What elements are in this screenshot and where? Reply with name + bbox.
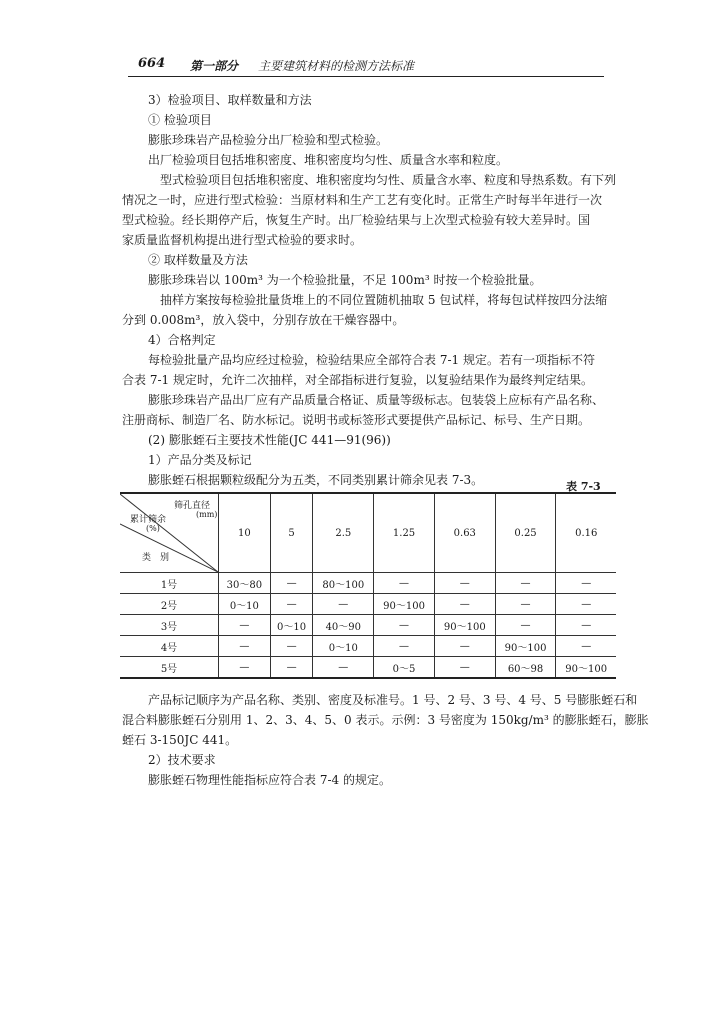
part-label: 第一部分 xyxy=(190,59,239,73)
corner-residue-unit: (%) xyxy=(146,524,160,533)
row-label: 5号 xyxy=(120,657,219,679)
table-cell: 0～10 xyxy=(270,615,313,636)
column-header: 0.25 xyxy=(495,493,556,573)
paragraph-line: 型式检验。经长期停产后，恢复生产时。出厂检验结果与上次型式检验有较大差异时。国 xyxy=(122,213,591,227)
paragraph-line: 每检验批量产品均应经过检验，检验结果应全部符合表 7-1 规定。若有一项指标不符 xyxy=(148,353,595,367)
page-number: 664 xyxy=(138,56,166,71)
table-cell: — xyxy=(270,636,313,657)
paragraph-line: 分到 0.008m³，放入袋中，分别存放在干燥容器中。 xyxy=(122,313,405,327)
subheading: ② 取样数量及方法 xyxy=(148,253,248,267)
paragraph-line: 出厂检验项目包括堆积密度、堆积密度均匀性、质量含水率和粒度。 xyxy=(148,153,509,167)
table-caption: 表 7-3 xyxy=(566,480,601,493)
table-cell: 0～5 xyxy=(374,657,435,679)
grading-table-wrapper xyxy=(120,492,616,676)
table-cell: — xyxy=(556,594,616,615)
table-cell: — xyxy=(270,573,313,594)
paragraph-line: 膨胀珍珠岩产品出厂应有产品质量合格证、质量等级标志。包装袋上应标有产品名称、 xyxy=(148,393,605,407)
table-cell: — xyxy=(313,657,374,679)
table-cell: — xyxy=(270,657,313,679)
paragraph-line: 情况之一时，应进行型式检验：当原材料和生产工艺有变化时。正常生产时每半年进行一次 xyxy=(122,193,603,207)
paragraph-line: 型式检验项目包括堆积密度、堆积密度均匀性、质量含水率、粒度和导热系数。有下列 xyxy=(160,173,617,187)
table-cell: 90～100 xyxy=(374,594,435,615)
row-label: 3号 xyxy=(120,615,219,636)
paragraph-line: 抽样方案按每检验批量货堆上的不同位置随机抽取 5 包试样，将每包试样按四分法缩 xyxy=(160,293,608,307)
paragraph-line: 膨胀蛭石根据颗粒级配分为五类，不同类别累计筛余见表 7-3。 xyxy=(148,473,484,487)
table-row xyxy=(120,615,616,636)
table-row xyxy=(120,573,616,594)
table-cell: — xyxy=(374,615,435,636)
subheading: ① 检验项目 xyxy=(148,113,212,127)
paragraph-line: 产品标记顺序为产品名称、类别、密度及标准号。1 号、2 号、3 号、4 号、5 号膨胀蛭石和 xyxy=(148,693,638,707)
table-cell: 90～100 xyxy=(434,615,495,636)
table-cell: — xyxy=(374,636,435,657)
table-cell: — xyxy=(556,573,616,594)
table-cell: 60～98 xyxy=(495,657,556,679)
post-table-text xyxy=(122,690,649,790)
main-text xyxy=(122,90,617,490)
corner-residue-label: 累计筛余 xyxy=(130,515,167,525)
section-heading: 3）检验项目、取样数量和方法 xyxy=(148,93,312,107)
corner-category-label: 类 别 xyxy=(142,553,170,563)
table-cell: 0～10 xyxy=(313,636,374,657)
paragraph-line: 注册商标、制造厂名、防水标记。说明书或标签形式要提供产品标记、标号、生产日期。 xyxy=(122,413,591,427)
table-cell: — xyxy=(374,573,435,594)
table-row xyxy=(120,636,616,657)
table-corner-cell xyxy=(120,493,219,573)
table-cell: — xyxy=(219,657,271,679)
table-header-row xyxy=(120,493,616,573)
table-cell: — xyxy=(219,615,271,636)
corner-sieve-label: 筛孔直径 xyxy=(174,501,211,511)
running-header xyxy=(128,56,604,77)
table-cell: — xyxy=(313,594,374,615)
table-cell: 90～100 xyxy=(556,657,616,679)
table-cell: — xyxy=(495,573,556,594)
table-row xyxy=(120,594,616,615)
corner-sieve-unit: (mm) xyxy=(196,510,218,519)
row-label: 2号 xyxy=(120,594,219,615)
table-cell: — xyxy=(219,636,271,657)
row-label: 1号 xyxy=(120,573,219,594)
running-title: 主要建筑材料的检测方法标准 xyxy=(258,59,415,73)
paragraph-line: 膨胀珍珠岩产品检验分出厂检验和型式检验。 xyxy=(148,133,389,147)
table-cell: 30～80 xyxy=(219,573,271,594)
table-cell: — xyxy=(556,636,616,657)
paragraph-line: 膨胀蛭石物理性能指标应符合表 7-4 的规定。 xyxy=(148,773,391,787)
table-cell: 40～90 xyxy=(313,615,374,636)
table-cell: — xyxy=(270,594,313,615)
paragraph-line: 混合料膨胀蛭石分别用 1、2、3、4、5、0 表示。示例：3 号密度为 150kg/m³ 的膨胀蛭石，膨胀 xyxy=(122,713,649,727)
table-cell: — xyxy=(434,636,495,657)
column-header: 10 xyxy=(219,493,271,573)
table-cell: 80～100 xyxy=(313,573,374,594)
paragraph-line: 合表 7-1 规定时，允许二次抽样，对全部指标进行复验，以复验结果作为最终判定结果。 xyxy=(122,373,593,387)
table-cell: — xyxy=(495,594,556,615)
paragraph-line: 蛭石 3-150JC 441。 xyxy=(122,733,238,747)
section-heading: 1）产品分类及标记 xyxy=(148,453,252,467)
paragraph-line: 家质量监督机构提出进行型式检验的要求时。 xyxy=(122,233,363,247)
table-cell: — xyxy=(495,615,556,636)
table-row xyxy=(120,657,616,679)
section-heading: (2) 膨胀蛭石主要技术性能(JC 441—91(96)) xyxy=(148,433,391,447)
section-heading: 4）合格判定 xyxy=(148,333,216,347)
column-header: 2.5 xyxy=(313,493,374,573)
grading-table xyxy=(120,492,616,679)
table-cell: — xyxy=(434,573,495,594)
column-header: 0.16 xyxy=(556,493,616,573)
column-header: 0.63 xyxy=(434,493,495,573)
table-cell: 90～100 xyxy=(495,636,556,657)
column-header: 5 xyxy=(270,493,313,573)
row-label: 4号 xyxy=(120,636,219,657)
table-cell: — xyxy=(556,615,616,636)
paragraph-line: 膨胀珍珠岩以 100m³ 为一个检验批量，不足 100m³ 时按一个检验批量。 xyxy=(148,273,542,287)
table-cell: — xyxy=(434,594,495,615)
column-header: 1.25 xyxy=(374,493,435,573)
table-cell: 0～10 xyxy=(219,594,271,615)
table-cell: — xyxy=(434,657,495,679)
section-heading: 2）技术要求 xyxy=(148,753,216,767)
